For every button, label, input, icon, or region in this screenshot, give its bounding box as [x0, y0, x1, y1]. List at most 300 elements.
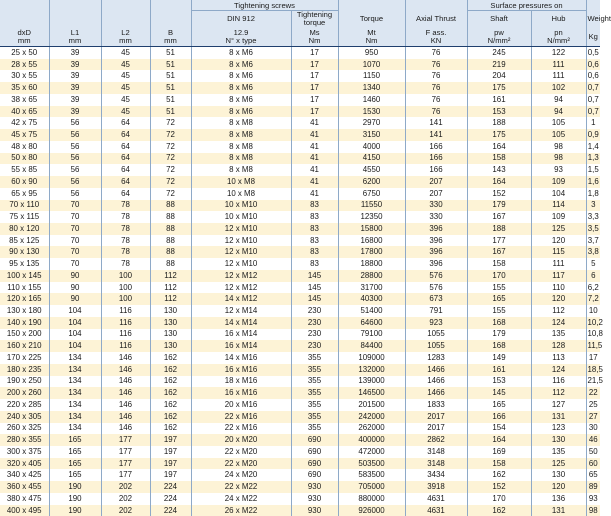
table-cell: 162: [150, 376, 191, 388]
table-cell: 140 x 190: [0, 317, 49, 329]
column-unit: mm: [103, 37, 149, 45]
table-cell: 188: [467, 117, 531, 129]
table-cell: 576: [405, 282, 467, 294]
table-cell: 3: [586, 200, 600, 212]
table-cell: 56: [49, 129, 101, 141]
table-cell: 60: [586, 458, 600, 470]
table-row: [0, 235, 600, 247]
table-cell: 166: [405, 141, 467, 153]
table-cell: 6750: [338, 188, 405, 200]
table-cell: 56: [49, 176, 101, 188]
table-cell: 930: [291, 481, 338, 493]
table-cell: 145: [291, 293, 338, 305]
column-symbol: Mt: [340, 29, 404, 37]
table-cell: 10: [586, 305, 600, 317]
table-cell: 8 x M8: [191, 153, 291, 165]
table-cell: 104: [49, 340, 101, 352]
table-cell: 690: [291, 458, 338, 470]
table-row: [0, 59, 600, 71]
table-cell: 355: [291, 411, 338, 423]
table-cell: 1460: [338, 94, 405, 106]
table-cell: 245: [467, 47, 531, 59]
table-cell: 83: [291, 200, 338, 212]
table-cell: 320 x 405: [0, 458, 49, 470]
column-unit: N/mm²: [469, 37, 530, 45]
table-cell: 51: [150, 82, 191, 94]
table-cell: 224: [150, 493, 191, 505]
table-cell: 31700: [338, 282, 405, 294]
table-cell: 70: [49, 235, 101, 247]
table-cell: 39: [49, 59, 101, 71]
table-cell: 10 x M8: [191, 188, 291, 200]
table-cell: 39: [49, 82, 101, 94]
table-cell: 396: [405, 258, 467, 270]
table-cell: 300 x 375: [0, 446, 49, 458]
table-cell: 76: [405, 94, 467, 106]
table-cell: 24 x M20: [191, 469, 291, 481]
table-cell: 197: [150, 469, 191, 481]
table-cell: 80 x 120: [0, 223, 49, 235]
table-cell: 14 x M12: [191, 293, 291, 305]
column-symbol: Ms: [293, 29, 337, 37]
table-cell: 22 x M20: [191, 446, 291, 458]
table-cell: 3,7: [586, 235, 600, 247]
table-cell: 162: [467, 505, 531, 516]
header-hub: Hub: [531, 11, 586, 28]
table-cell: 179: [467, 329, 531, 341]
column-header: [150, 27, 191, 47]
table-cell: 16 x M14: [191, 340, 291, 352]
table-cell: 146500: [338, 387, 405, 399]
table-cell: 130: [150, 317, 191, 329]
table-cell: 39: [49, 94, 101, 106]
table-cell: 70: [49, 223, 101, 235]
table-cell: 8 x M8: [191, 164, 291, 176]
table-cell: 124: [531, 364, 586, 376]
table-cell: 330: [405, 200, 467, 212]
column-header: [586, 27, 600, 47]
table-cell: 7,2: [586, 293, 600, 305]
table-cell: 1055: [405, 329, 467, 341]
table-cell: 165: [49, 446, 101, 458]
table-cell: 400 x 495: [0, 505, 49, 516]
table-cell: 207: [405, 188, 467, 200]
table-row: [0, 82, 600, 94]
table-cell: 146: [101, 376, 150, 388]
table-cell: 197: [150, 434, 191, 446]
table-cell: 111: [531, 70, 586, 82]
table-cell: 576: [405, 270, 467, 282]
table-row: [0, 70, 600, 82]
table-cell: 201500: [338, 399, 405, 411]
table-cell: 0,7: [586, 82, 600, 94]
table-cell: 153: [467, 376, 531, 388]
table-cell: 17: [291, 70, 338, 82]
table-row: [0, 258, 600, 270]
table-cell: 355: [291, 399, 338, 411]
table-cell: 60 x 90: [0, 176, 49, 188]
table-cell: 6,2: [586, 282, 600, 294]
table-cell: 112: [150, 293, 191, 305]
column-header: [291, 27, 338, 47]
table-cell: 72: [150, 117, 191, 129]
table-row: [0, 153, 600, 165]
table-cell: 145: [467, 387, 531, 399]
table-cell: 28800: [338, 270, 405, 282]
table-header: [0, 0, 600, 47]
table-row: [0, 505, 600, 516]
table-cell: 78: [101, 200, 150, 212]
table-cell: 162: [150, 411, 191, 423]
table-cell: 503500: [338, 458, 405, 470]
table-cell: 170 x 225: [0, 352, 49, 364]
table-cell: 130: [150, 340, 191, 352]
table-cell: 6: [586, 270, 600, 282]
table-cell: 18800: [338, 258, 405, 270]
table-cell: 70 x 110: [0, 200, 49, 212]
table-cell: 162: [150, 387, 191, 399]
table-cell: 11,5: [586, 340, 600, 352]
table-cell: 64600: [338, 317, 405, 329]
table-cell: 155: [467, 305, 531, 317]
table-cell: 64: [101, 141, 150, 153]
table-cell: 224: [150, 481, 191, 493]
table-row: [0, 106, 600, 118]
table-row: [0, 352, 600, 364]
table-row: [0, 94, 600, 106]
table-cell: 158: [467, 258, 531, 270]
table-cell: 134: [49, 423, 101, 435]
table-cell: 90: [49, 293, 101, 305]
column-symbol: L1: [51, 29, 100, 37]
table-cell: 0,5: [586, 47, 600, 59]
table-cell: 190: [49, 481, 101, 493]
table-row: [0, 293, 600, 305]
table-cell: 125: [531, 458, 586, 470]
table-cell: 260 x 325: [0, 423, 49, 435]
table-row: [0, 364, 600, 376]
table-cell: 41: [291, 141, 338, 153]
table-cell: 168: [467, 340, 531, 352]
table-row: [0, 329, 600, 341]
table-cell: 930: [291, 493, 338, 505]
table-cell: 146: [101, 352, 150, 364]
table-cell: 8 x M6: [191, 94, 291, 106]
table-cell: 230: [291, 340, 338, 352]
table-cell: 17: [291, 94, 338, 106]
table-cell: 240 x 305: [0, 411, 49, 423]
table-cell: 78: [101, 235, 150, 247]
table-cell: 224: [150, 505, 191, 516]
table-row: [0, 211, 600, 223]
table-cell: 110: [531, 282, 586, 294]
table-cell: 230: [291, 305, 338, 317]
table-cell: 26 x M22: [191, 505, 291, 516]
table-cell: 24 x M22: [191, 493, 291, 505]
table-row: [0, 246, 600, 258]
table-cell: 202: [101, 481, 150, 493]
column-symbol: B: [152, 29, 190, 37]
table-cell: 56: [49, 188, 101, 200]
table-cell: 102: [531, 82, 586, 94]
table-cell: 930: [291, 505, 338, 516]
table-cell: 168: [467, 317, 531, 329]
table-cell: 0,6: [586, 70, 600, 82]
table-cell: 160 x 210: [0, 340, 49, 352]
table-cell: 40300: [338, 293, 405, 305]
table-cell: 3918: [405, 481, 467, 493]
table-cell: 72: [150, 188, 191, 200]
table-cell: 45: [101, 70, 150, 82]
table-cell: 10 x M10: [191, 200, 291, 212]
table-cell: 1,4: [586, 141, 600, 153]
header-shaft: Shaft: [467, 11, 531, 28]
table-cell: 127: [531, 399, 586, 411]
table-cell: 164: [467, 176, 531, 188]
table-cell: 0,7: [586, 94, 600, 106]
table-cell: 98: [531, 141, 586, 153]
table-cell: 141: [405, 129, 467, 141]
table-cell: 131: [531, 505, 586, 516]
table-cell: 95 x 135: [0, 258, 49, 270]
table-body: [0, 47, 600, 516]
table-cell: 78: [101, 223, 150, 235]
table-cell: 162: [150, 352, 191, 364]
header-weight: Weight: [586, 11, 600, 28]
column-symbol: L2: [103, 29, 149, 37]
table-cell: 120: [531, 481, 586, 493]
header-tightening-screws: Tightening screws: [191, 0, 338, 11]
table-cell: 158: [467, 153, 531, 165]
column-symbol: 12.9: [193, 29, 290, 37]
table-cell: 161: [467, 94, 531, 106]
table-cell: 46: [586, 434, 600, 446]
table-cell: 45: [101, 82, 150, 94]
column-symbol: pn: [533, 29, 585, 37]
table-cell: 0,7: [586, 106, 600, 118]
table-cell: 18,5: [586, 364, 600, 376]
table-cell: 116: [101, 317, 150, 329]
table-cell: 116: [531, 376, 586, 388]
table-cell: 135: [531, 329, 586, 341]
table-cell: 134: [49, 352, 101, 364]
table-cell: 8 x M8: [191, 141, 291, 153]
table-cell: 1,3: [586, 153, 600, 165]
table-row: [0, 223, 600, 235]
table-cell: 22 x M16: [191, 411, 291, 423]
table-cell: 175: [467, 82, 531, 94]
table-cell: 30: [586, 423, 600, 435]
table-cell: 923: [405, 317, 467, 329]
table-cell: 146: [101, 399, 150, 411]
table-cell: 10,8: [586, 329, 600, 341]
table-cell: 141: [405, 117, 467, 129]
table-cell: 8 x M8: [191, 129, 291, 141]
table-cell: 0,9: [586, 129, 600, 141]
table-row: [0, 200, 600, 212]
table-cell: 10,2: [586, 317, 600, 329]
table-cell: 94: [531, 94, 586, 106]
table-cell: 89: [586, 481, 600, 493]
table-cell: 166: [467, 411, 531, 423]
column-header: [338, 27, 405, 47]
table-cell: 6200: [338, 176, 405, 188]
table-cell: 64: [101, 129, 150, 141]
table-cell: 3,3: [586, 211, 600, 223]
table-cell: 72: [150, 176, 191, 188]
table-cell: 76: [405, 82, 467, 94]
table-cell: 14 x M16: [191, 352, 291, 364]
table-cell: 48 x 80: [0, 141, 49, 153]
table-cell: 70: [49, 246, 101, 258]
table-cell: 116: [101, 329, 150, 341]
table-cell: 98: [531, 153, 586, 165]
table-row: [0, 376, 600, 388]
table-cell: 128: [531, 340, 586, 352]
table-cell: 154: [467, 423, 531, 435]
table-cell: 50: [586, 446, 600, 458]
table-cell: 8 x M6: [191, 47, 291, 59]
table-cell: 165: [467, 399, 531, 411]
column-unit: Nm: [293, 37, 337, 45]
table-cell: 125: [531, 223, 586, 235]
table-cell: 115: [531, 246, 586, 258]
table-cell: 65: [586, 469, 600, 481]
table-cell: 12 x M14: [191, 305, 291, 317]
table-cell: 690: [291, 434, 338, 446]
table-cell: 3,5: [586, 223, 600, 235]
table-cell: 690: [291, 469, 338, 481]
table-cell: 130: [150, 305, 191, 317]
table-cell: 219: [467, 59, 531, 71]
table-cell: 51: [150, 70, 191, 82]
table-row: [0, 188, 600, 200]
table-cell: 72: [150, 153, 191, 165]
table-cell: 70: [49, 211, 101, 223]
table-cell: 51: [150, 106, 191, 118]
table-cell: 179: [467, 200, 531, 212]
table-cell: 113: [531, 352, 586, 364]
table-cell: 1,6: [586, 176, 600, 188]
table-cell: 41: [291, 117, 338, 129]
table-cell: 65 x 95: [0, 188, 49, 200]
table-cell: 926000: [338, 505, 405, 516]
table-cell: 22: [586, 387, 600, 399]
table-cell: 1: [586, 117, 600, 129]
table-cell: 16 x M14: [191, 329, 291, 341]
table-cell: 400000: [338, 434, 405, 446]
table-cell: 90: [49, 270, 101, 282]
column-symbol: F ass.: [407, 29, 466, 37]
table-cell: 42 x 75: [0, 117, 49, 129]
table-cell: 22 x M22: [191, 481, 291, 493]
table-cell: 25 x 50: [0, 47, 49, 59]
table-cell: 5: [586, 258, 600, 270]
table-cell: 340 x 425: [0, 469, 49, 481]
table-cell: 164: [467, 141, 531, 153]
column-unit: KN: [407, 37, 466, 45]
table-cell: 41: [291, 153, 338, 165]
table-cell: 1,5: [586, 164, 600, 176]
table-cell: 204: [467, 70, 531, 82]
table-cell: 72: [150, 164, 191, 176]
table-cell: 3,8: [586, 246, 600, 258]
table-cell: 165: [467, 293, 531, 305]
table-cell: 242000: [338, 411, 405, 423]
table-cell: 100 x 145: [0, 270, 49, 282]
table-cell: 84400: [338, 340, 405, 352]
table-cell: 114: [531, 200, 586, 212]
table-cell: 17: [291, 47, 338, 59]
table-cell: 25: [586, 399, 600, 411]
column-unit: Nm: [340, 37, 404, 45]
table-cell: 85 x 125: [0, 235, 49, 247]
table-cell: 165: [49, 469, 101, 481]
table-cell: 262000: [338, 423, 405, 435]
table-row: [0, 434, 600, 446]
table-cell: 0,6: [586, 59, 600, 71]
table-cell: 12 x M10: [191, 246, 291, 258]
table-row: [0, 317, 600, 329]
table-cell: 51: [150, 59, 191, 71]
table-cell: 112: [531, 305, 586, 317]
header-axial-thrust: Axial Thrust: [405, 11, 467, 28]
table-cell: 88: [150, 235, 191, 247]
table-cell: 27: [586, 411, 600, 423]
table-cell: 64: [101, 188, 150, 200]
table-cell: 120 x 165: [0, 293, 49, 305]
table-cell: 98: [586, 505, 600, 516]
table-cell: 41: [291, 176, 338, 188]
table-row: [0, 270, 600, 282]
table-cell: 153: [467, 106, 531, 118]
table-cell: 100: [101, 282, 150, 294]
table-cell: 8 x M6: [191, 59, 291, 71]
table-cell: 1070: [338, 59, 405, 71]
table-cell: 100: [101, 270, 150, 282]
column-symbol: dxD: [1, 29, 48, 37]
table-cell: 472000: [338, 446, 405, 458]
table-cell: 17: [291, 59, 338, 71]
table-cell: 152: [467, 481, 531, 493]
table-cell: 190: [49, 493, 101, 505]
table-cell: 56: [49, 117, 101, 129]
table-cell: 17: [291, 106, 338, 118]
table-cell: 165: [49, 434, 101, 446]
table-cell: 14 x M14: [191, 317, 291, 329]
table-cell: 149: [467, 352, 531, 364]
table-cell: 134: [49, 411, 101, 423]
table-cell: 88: [150, 223, 191, 235]
table-cell: 3150: [338, 129, 405, 141]
table-cell: 396: [405, 223, 467, 235]
table-cell: 88: [150, 246, 191, 258]
table-cell: 41: [291, 129, 338, 141]
table-cell: 100: [101, 293, 150, 305]
table-cell: 109: [531, 211, 586, 223]
table-cell: 4550: [338, 164, 405, 176]
table-cell: 76: [405, 47, 467, 59]
table-cell: 122: [531, 47, 586, 59]
table-cell: 175: [467, 129, 531, 141]
table-cell: 162: [467, 469, 531, 481]
table-cell: 64: [101, 153, 150, 165]
column-unit: N/mm²: [533, 37, 585, 45]
table-cell: 83: [291, 223, 338, 235]
table-cell: 355: [291, 376, 338, 388]
table-cell: 4631: [405, 505, 467, 516]
table-cell: 177: [467, 235, 531, 247]
